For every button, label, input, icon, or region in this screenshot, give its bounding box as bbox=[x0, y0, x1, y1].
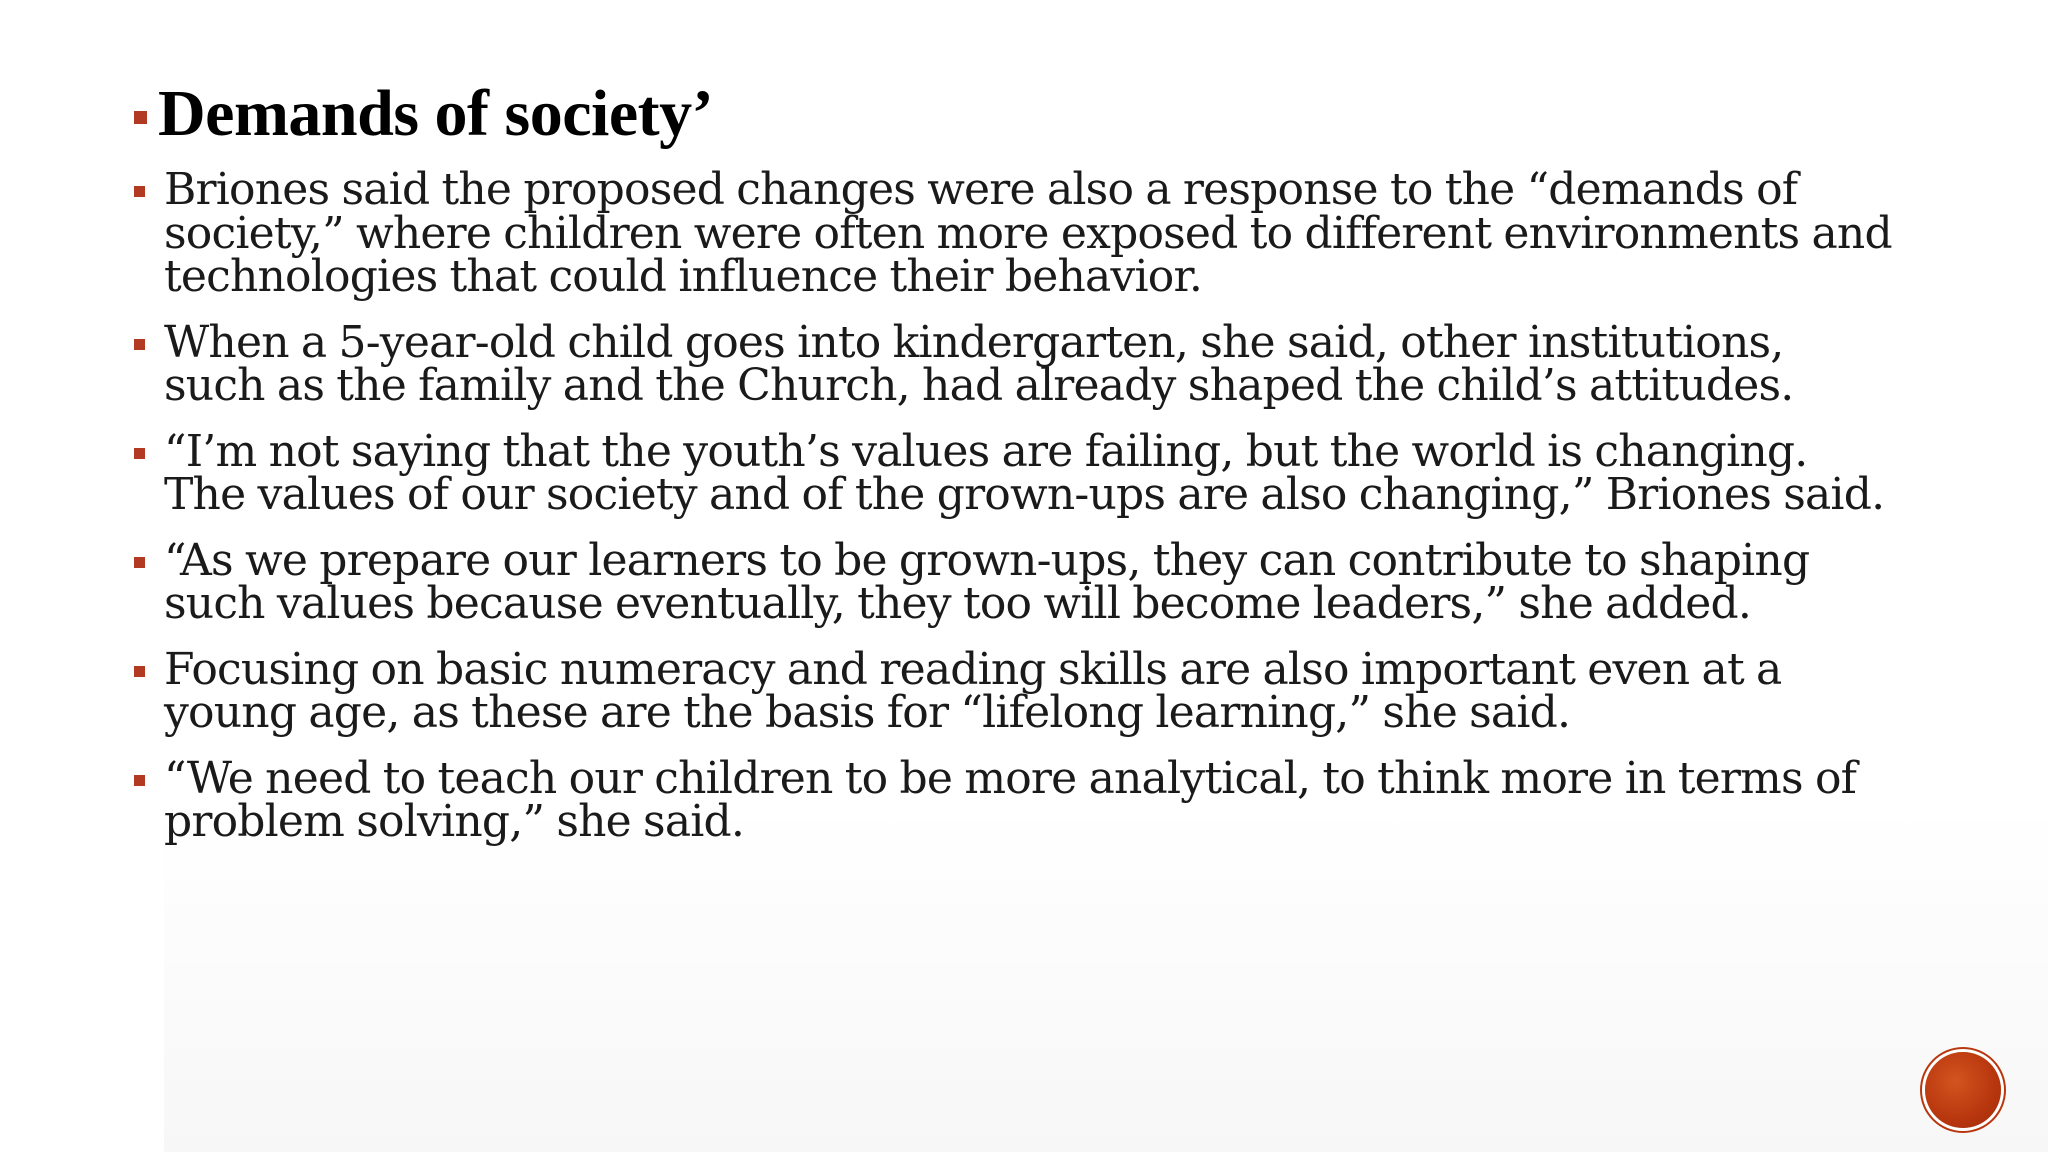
bullet-item bbox=[134, 534, 1894, 629]
bullet-text: When a 5-year-old child goes into kindergarten, she said, other institutions, such as the family and the Church, had already shaped the child’s attitudes. bbox=[164, 316, 1794, 411]
square-bullet-icon bbox=[134, 339, 145, 350]
bullet-item bbox=[134, 643, 1894, 738]
square-bullet-icon bbox=[134, 666, 145, 677]
title-bullet-icon bbox=[134, 111, 147, 124]
bullet-list bbox=[134, 164, 1894, 866]
square-bullet-icon bbox=[134, 186, 145, 197]
bullet-text: “We need to teach our children to be more analytical, to think more in terms of problem solving,” she said. bbox=[164, 752, 1857, 847]
bullet-text: Briones said the proposed changes were also a response to the “demands of society,” where children were often more exposed to different environments and technologies that could influence their behavior. bbox=[164, 164, 1892, 302]
slide-nav-button[interactable] bbox=[1925, 1052, 2001, 1128]
bullet-item bbox=[134, 164, 1894, 302]
bullet-item bbox=[134, 316, 1894, 411]
bullet-text: Focusing on basic numeracy and reading skills are also important even at a young age, as these are the basis for “lifelong learning,” she said. bbox=[164, 643, 1782, 738]
slide-title: Demands of society’ bbox=[158, 77, 714, 150]
square-bullet-icon bbox=[134, 448, 145, 459]
bullet-item bbox=[134, 752, 1894, 847]
title-row bbox=[134, 74, 713, 154]
bullet-text: “I’m not saying that the youth’s values are failing, but the world is changing. The values of our society and of the grown-ups are also changing,” Briones said. bbox=[164, 425, 1885, 520]
square-bullet-icon bbox=[134, 557, 145, 568]
square-bullet-icon bbox=[134, 775, 145, 786]
bullet-item bbox=[134, 425, 1894, 520]
bullet-text: “As we prepare our learners to be grown-ups, they can contribute to shaping such values because eventually, they too will become leaders,” she added. bbox=[164, 534, 1810, 629]
